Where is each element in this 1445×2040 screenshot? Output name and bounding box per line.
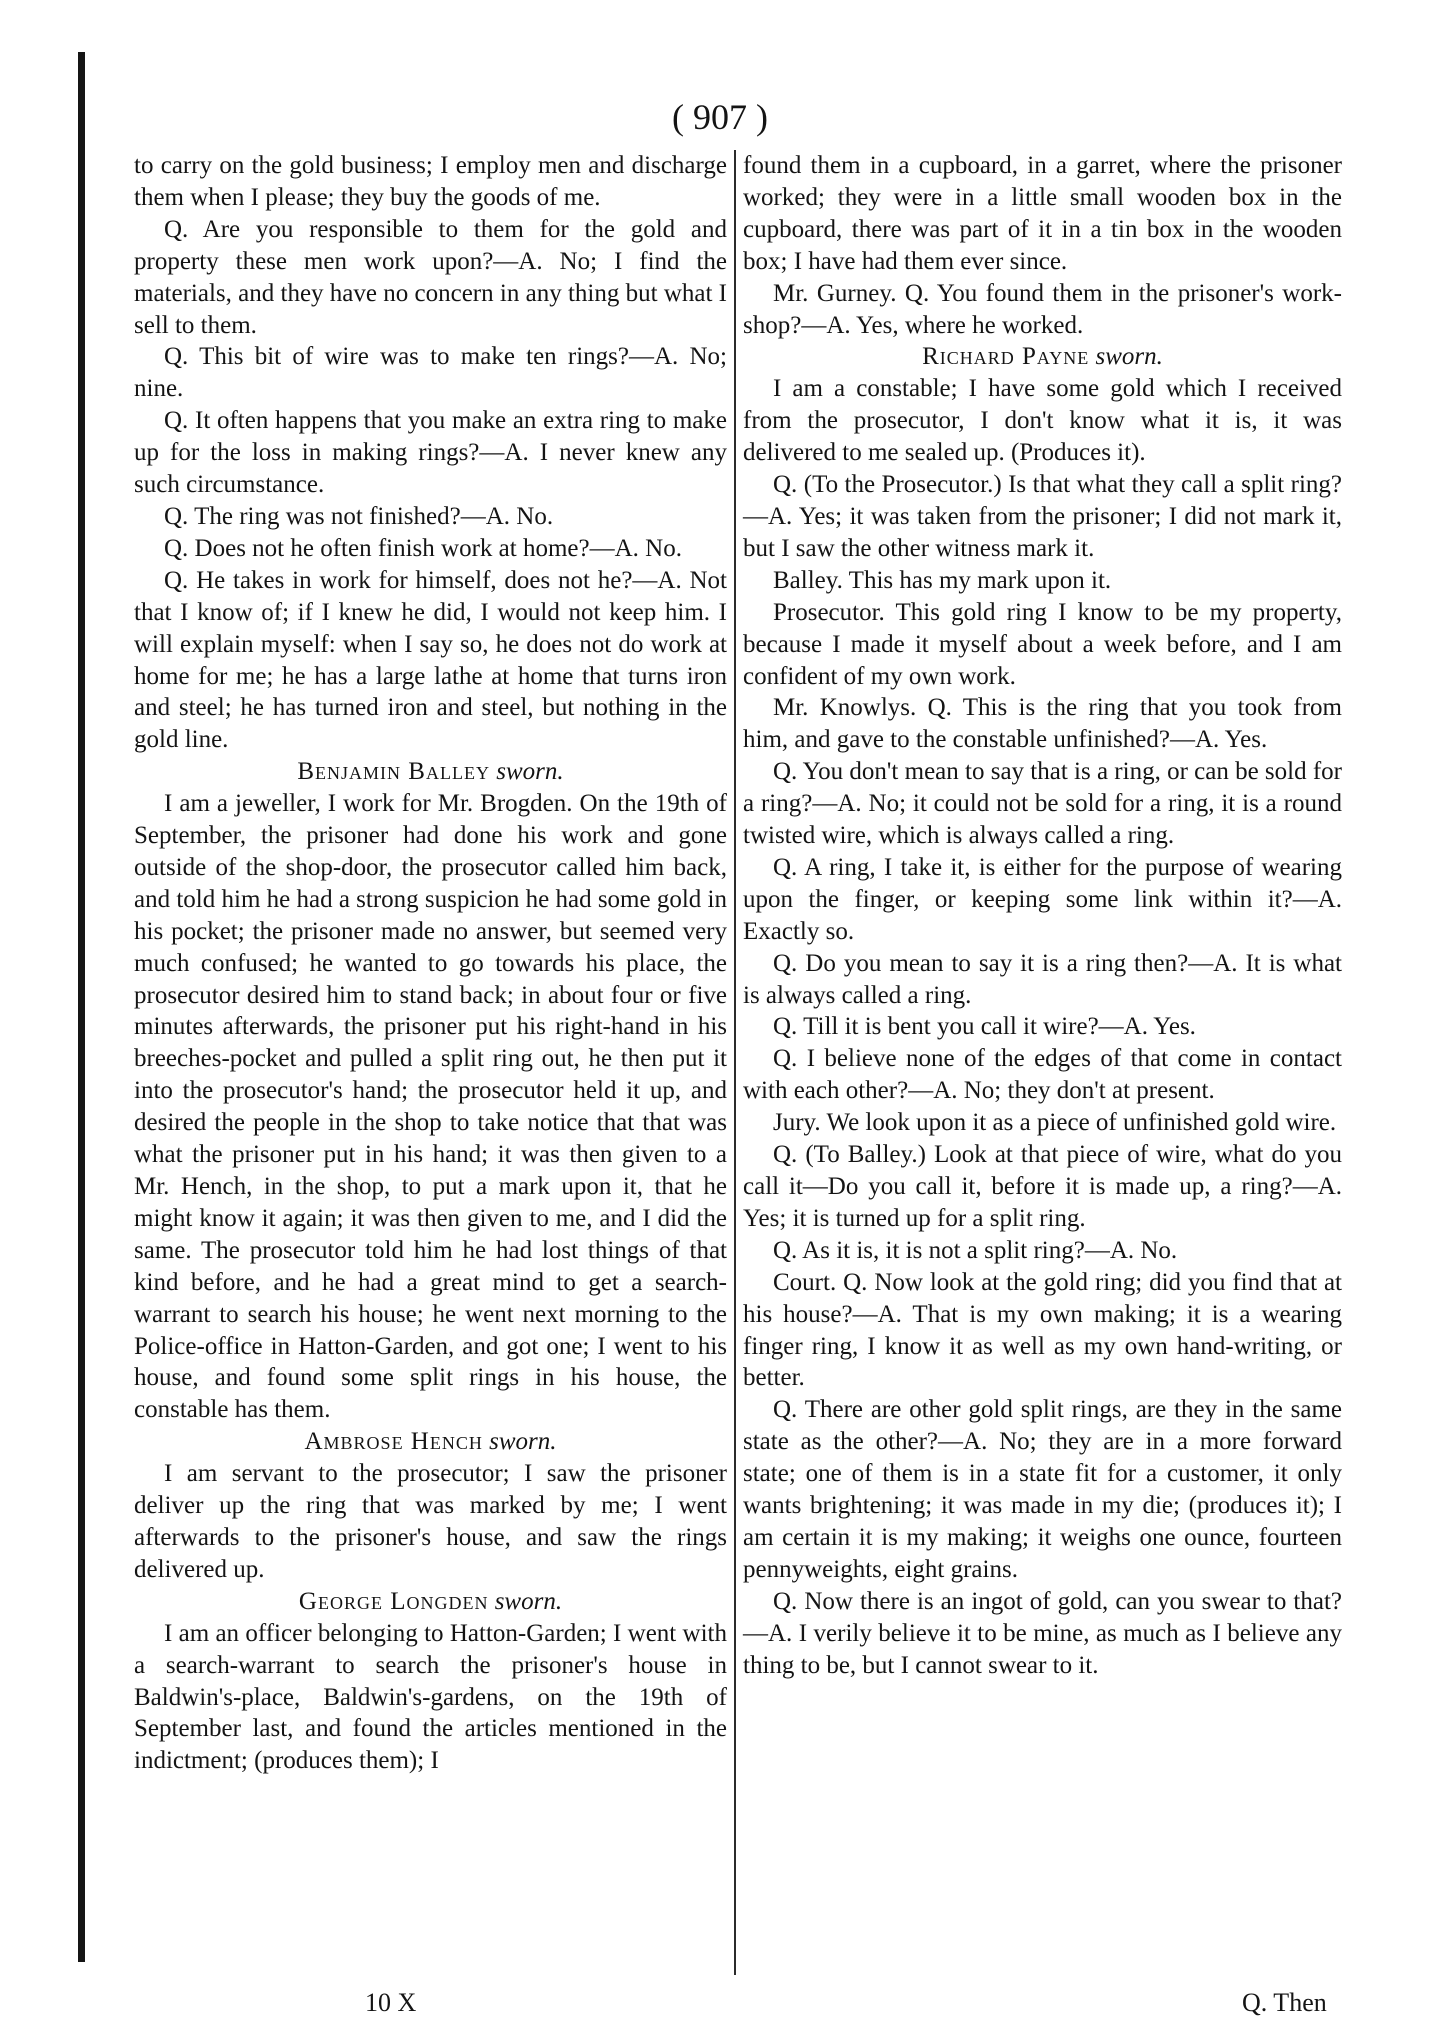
testimony-paragraph: I am a constable; I have some gold which I received from the prosecutor, I don't know what it is, it was delivered to me sealed up. (Produces it). xyxy=(743,375,1342,467)
witness-name: Benjamin Balley xyxy=(297,758,490,786)
testimony-paragraph: Q. Do you mean to say it is a ring then?—A. It is what is always called a ring. xyxy=(743,949,1342,1009)
witness-heading xyxy=(743,341,1342,373)
margin-rule xyxy=(78,52,85,1962)
testimony-paragraph: Q. Till it is bent you call it wire?—A. Yes. xyxy=(773,1013,1196,1041)
testimony-paragraph: Q. Now there is an ingot of gold, can you swear to that?—A. I verily believe it to be mine, as much as I believe any thing to be, but I cannot swear to it. xyxy=(743,1587,1342,1679)
testimony-paragraph: Q. He takes in work for himself, does not he?—A. Not that I know of; if I knew he did, I would not keep him. I will explain myself: when I say so, he does not do work at home for me; he has a large lathe at home that turns iron and steel; he has turned iron and steel, but nothing in the gold line. xyxy=(134,566,727,754)
testimony-paragraph: Q. There are other gold split rings, are they in the same state as the other?—A. No; they are in a more forward state; one of them is in a state fit for a customer, it only wants brightening; it was made in my die; (produces it); I am certain it is my making; it weighs one ounce, fourteen pennyweights, eight grains. xyxy=(743,1396,1342,1583)
testimony-paragraph: Q. It often happens that you make an extra ring to make up for the loss in making rings?—A. I never knew any such circumstance. xyxy=(134,407,727,499)
witness-heading xyxy=(134,756,727,788)
signature-mark: 10 X xyxy=(365,1988,417,2017)
right-column xyxy=(743,150,1342,1682)
testimony-paragraph: Jury. We look upon it as a piece of unfinished gold wire. xyxy=(773,1109,1337,1137)
testimony-paragraph: Court. Q. Now look at the gold ring; did you find that at his house?—A. That is my own making; it is a wearing finger ring, I know it as well as my own hand-writing, or better. xyxy=(743,1268,1342,1392)
testimony-paragraph: Q. (To Balley.) Look at that piece of wire, what do you call it—Do you call it, before it is made up, a ring?—A. Yes; it is turned up for a split ring. xyxy=(743,1141,1342,1232)
testimony-paragraph: Mr. Knowlys. Q. This is the ring that you took from him, and gave to the constable unfinished?—A. Yes. xyxy=(743,694,1342,754)
witness-heading xyxy=(134,1426,727,1458)
testimony-paragraph: Q. This bit of wire was to make ten rings?—A. No; nine. xyxy=(134,343,727,403)
testimony-paragraph: Mr. Gurney. Q. You found them in the prisoner's work-shop?—A. Yes, where he worked. xyxy=(743,279,1342,339)
witness-name: Ambrose Hench xyxy=(304,1428,483,1456)
testimony-paragraph: Q. Are you responsible to them for the gold and property these men work upon?—A. No; I find the materials, and they have no concern in any thing but what I sell to them. xyxy=(134,215,727,339)
testimony-paragraph: Q. (To the Prosecutor.) Is that what they call a split ring?—A. Yes; it was taken from the prisoner; I did not mark it, but I saw the other witness mark it. xyxy=(743,471,1342,562)
testimony-paragraph: I am servant to the prosecutor; I saw the prisoner deliver up the ring that was marked by me; I went afterwards to the prisoner's house, and saw the rings delivered up. xyxy=(134,1460,727,1583)
testimony-paragraph: I am an officer belonging to Hatton-Garden; I went with a search-warrant to search the prisoner's house in Baldwin's-place, Baldwin's-gardens, on the 19th of September last, and found the articles mentioned in the indictment; (produces them); I xyxy=(134,1619,727,1775)
page-number: ( 907 ) xyxy=(672,97,768,137)
testimony-paragraph: to carry on the gold business; I employ men and discharge them when I please; they buy the goods of me. xyxy=(134,152,727,211)
sworn-word: sworn. xyxy=(1095,343,1163,371)
catchword: Q. Then xyxy=(1242,1988,1327,2017)
witness-name: George Longden xyxy=(298,1587,489,1615)
testimony-paragraph: Prosecutor. This gold ring I know to be my property, because I made it myself about a week before, and I am confident of my own work. xyxy=(743,598,1342,690)
testimony-paragraph: Balley. This has my mark upon it. xyxy=(773,566,1112,594)
sworn-word: sworn. xyxy=(489,1428,557,1456)
left-column xyxy=(134,150,727,1777)
testimony-paragraph: Q. Does not he often finish work at home?—A. No. xyxy=(164,534,682,562)
testimony-paragraph: found them in a cupboard, in a garret, where the prisoner worked; they were in a little small wooden box in the cupboard, there was part of it in a tin box in the wooden box; I have had them ever since. xyxy=(743,152,1342,275)
testimony-paragraph: Q. The ring was not finished?—A. No. xyxy=(164,502,554,530)
column-divider xyxy=(734,150,736,1975)
testimony-paragraph: I am a jeweller, I work for Mr. Brogden. On the 19th of September, the prisoner had done his work and gone outside of the shop-door, the prosecutor called him back, and told him he had a strong suspicion he had some gold in his pocket; the prisoner made no answer, but seemed very much confused; he wanted to go towards his place, the prosecutor desired him to stand back; in about four or five minutes afterwards, the prisoner put his right-hand in his breeches-pocket and pulled a split ring out, he then put it into the prosecutor's hand; the prosecutor held it up, and desired the people in the shop to take notice that that was what the prisoner put in his hand; it was then given to a Mr. Hench, in the shop, to put a mark upon it, that he might know it again; it was then given to me, and I did the same. The prosecutor told him he had lost things of that kind before, and he had a great mind to get a search-warrant to search his house; he went next morning to the Police-office in Hatton-Garden, and got one; I went to his house, and found some split rings in his house, the constable has them. xyxy=(134,790,727,1424)
sworn-word: sworn. xyxy=(496,758,564,786)
testimony-paragraph: Q. You don't mean to say that is a ring, or can be sold for a ring?—A. No; it could not be sold for a ring, it is a round twisted wire, which is always called a ring. xyxy=(743,758,1343,850)
witness-name: Richard Payne xyxy=(922,343,1090,371)
sworn-word: sworn. xyxy=(494,1587,563,1615)
testimony-paragraph: Q. A ring, I take it, is either for the purpose of wearing upon the finger, or keeping some link within it?—A. Exactly so. xyxy=(743,853,1342,945)
witness-heading xyxy=(134,1586,727,1618)
testimony-paragraph: Q. As it is, it is not a split ring?—A. No. xyxy=(773,1236,1178,1264)
testimony-paragraph: Q. I believe none of the edges of that come in contact with each other?—A. No; they don't at present. xyxy=(743,1045,1342,1105)
